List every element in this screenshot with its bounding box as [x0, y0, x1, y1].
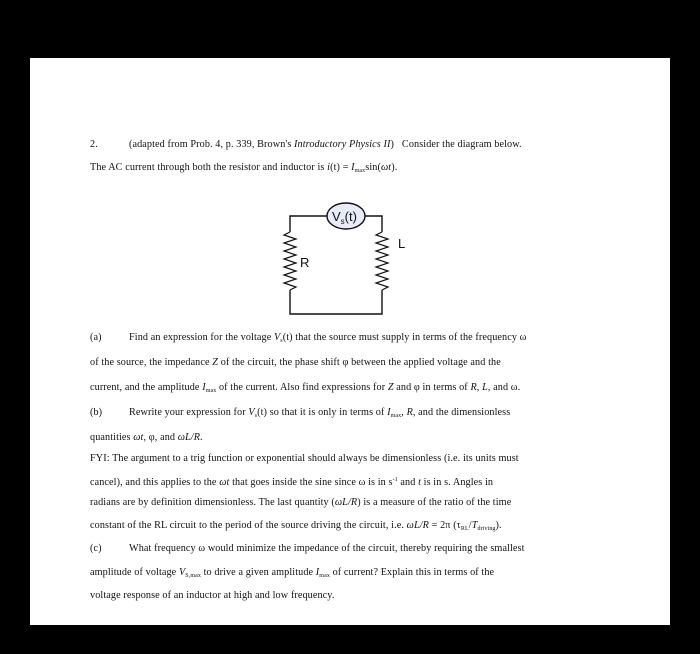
part-c-line-1: What frequency ω would minimize the impedance of the circuit, thereby requiring the smallest	[129, 543, 525, 554]
part-b-line-2: quantities ωt, φ, and ωL/R.	[90, 432, 203, 443]
part-a-line-2: of the source, the impedance Z of the circuit, the phase shift φ between the applied voltage and the	[90, 357, 501, 368]
part-c-line-2: amplitude of voltage $V_{S,max}$ to drive a given amplitude $I_{max}$ of current? Explain this in terms of the	[90, 567, 495, 579]
inductor-label: L	[398, 236, 406, 251]
document-page	[30, 58, 670, 625]
wire-bottom	[290, 290, 382, 314]
resistor-label: R	[300, 255, 310, 270]
part-a-label: (a)	[90, 332, 102, 343]
part-c-line-3: voltage response of an inductor at high and low frequency.	[90, 590, 335, 601]
part-a-line-3: current, and the amplitude $I_{max}$ of the current. Also find expressions for Z and φ in terms of R, L, and ω.	[90, 382, 521, 394]
resistor-symbol	[284, 232, 296, 290]
fyi-line-2: cancel), and this applies to the ωt that goes inside the sine since ω is in $s^{-1}$ and t is in s. Angles in	[90, 477, 494, 488]
part-b-label: (b)	[90, 407, 103, 418]
problem-number: 2.	[90, 139, 98, 150]
fyi-line-4: constant of the RL circuit to the period of the source driving the circuit, i.e. ωL/R = 2π $(\tau_{RL}/T_{driving})$.	[90, 520, 502, 532]
part-b-line-1: Rewrite your expression for $V_s(t)$ so that it is only in terms of $I_{max}$, R, and the dimensionless	[129, 407, 511, 419]
problem-source: (adapted from Prob. 4, p. 339, Brown's Introductory Physics II) Consider the diagram below.	[129, 139, 522, 150]
fyi-line-3: radians are by definition dimensionless. The last quantity (ωL/R) is a measure of the ratio of the time	[90, 497, 512, 508]
inductor-symbol	[376, 232, 388, 290]
wire-left-top	[290, 216, 332, 232]
rl-circuit-diagram	[270, 196, 420, 346]
voltage-source-label: $V_s(t)$	[332, 209, 357, 226]
problem-current-statement: The AC current through both the resistor and inductor is $i(t) = I_{max}\sin(\omega t)$.	[90, 162, 398, 174]
part-c-label: (c)	[90, 543, 102, 554]
part-a-line-1: Find an expression for the voltage $V_s(t)$ that the source must supply in terms of the frequency ω	[129, 332, 527, 344]
fyi-line-1: FYI: The argument to a trig function or exponential should always be dimensionless (i.e. its units must	[90, 453, 519, 464]
